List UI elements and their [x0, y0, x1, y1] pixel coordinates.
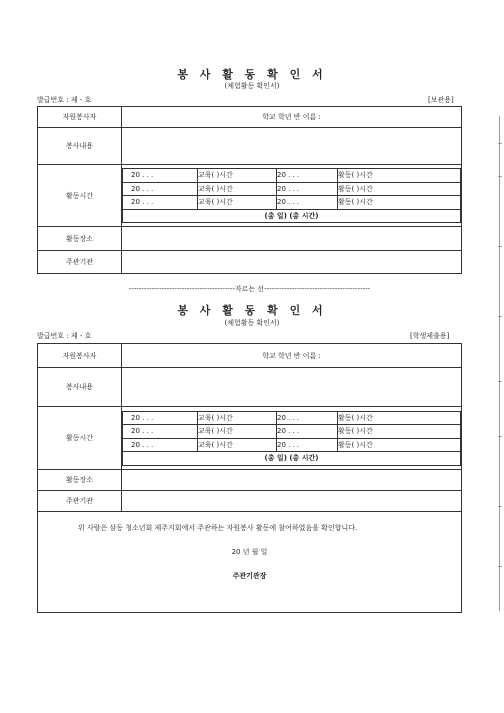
date-prefix: 20 . . .: [277, 411, 338, 425]
volunteer-label: 자원봉사자: [38, 344, 122, 368]
total-summary: (총 일) (총 시간): [123, 452, 461, 466]
purpose-label: [보관용]: [428, 96, 454, 104]
date-prefix: 20 . . .: [123, 425, 198, 439]
date-prefix: 20 . . .: [123, 182, 198, 196]
page-title: 봉 사 활 동 확 인 서: [177, 304, 327, 317]
time-label: 활동시간: [38, 165, 122, 227]
total-summary: (총 일) (총 시간): [123, 209, 461, 223]
content-label: 봉사내용: [38, 368, 122, 407]
cut-line: ------------------------------------------자르는 선------------------------------------------: [128, 285, 371, 293]
date-prefix: 20 . . .: [277, 182, 338, 196]
date-prefix: 20 . . .: [123, 438, 198, 452]
date-prefix: 20 . . .: [123, 411, 198, 425]
edu-hours: 교육( )시간: [198, 196, 277, 210]
page-edge-artifact: [499, 116, 504, 611]
edu-hours: 교육( )시간: [198, 411, 277, 425]
time-label: 활동시간: [38, 407, 122, 470]
org-label: 주관기관: [38, 491, 122, 512]
date-prefix: 20 . . .: [123, 196, 198, 210]
edu-hours: 교육( )시간: [198, 169, 277, 183]
volunteer-field[interactable]: 학교 학년 반 이름 :: [122, 344, 462, 368]
time-field[interactable]: [122, 165, 462, 227]
edu-hours: 교육( )시간: [198, 438, 277, 452]
act-hours: 활동( )시간: [338, 182, 461, 196]
purpose-label: [학생제출용]: [410, 332, 450, 340]
issue-number: 발급번호 : 제 - 호: [37, 332, 92, 340]
confirmation-text: 위 사람은 삼동 청소년회 제주지회에서 주관하는 자원봉사 활동에 참여하였음을 확인합니다.: [78, 524, 358, 532]
issue-date: 20 년 월 일: [231, 548, 268, 556]
place-field[interactable]: [122, 227, 462, 251]
page-subtitle: (체험활동 확인서): [224, 319, 280, 327]
act-hours: 활동( )시간: [338, 425, 461, 439]
act-hours: 활동( )시간: [338, 411, 461, 425]
act-hours: 활동( )시간: [338, 196, 461, 210]
date-prefix: 20 . . .: [277, 196, 338, 210]
page-title: 봉 사 활 동 확 인 서: [177, 68, 327, 81]
time-field[interactable]: [122, 407, 462, 470]
signer-title: 주관기관장: [232, 572, 267, 580]
time-grid: [122, 411, 461, 466]
certificate-form: [37, 106, 462, 274]
issue-number: 발급번호 : 제 - 호: [37, 96, 92, 104]
place-label: 활동장소: [38, 470, 122, 491]
org-label: 주관기관: [38, 251, 122, 274]
edu-hours: 교육( )시간: [198, 425, 277, 439]
place-label: 활동장소: [38, 227, 122, 251]
org-field[interactable]: [122, 251, 462, 274]
org-field[interactable]: [122, 491, 462, 512]
volunteer-field[interactable]: 학교 학년 반 이름 :: [122, 107, 462, 128]
confirmation-box: [38, 512, 462, 613]
date-prefix: 20 . . .: [277, 169, 338, 183]
content-field[interactable]: [122, 368, 462, 407]
edu-hours: 교육( )시간: [198, 182, 277, 196]
date-prefix: 20 . . .: [277, 425, 338, 439]
content-field[interactable]: [122, 128, 462, 165]
date-prefix: 20 . . .: [277, 438, 338, 452]
act-hours: 활동( )시간: [338, 438, 461, 452]
act-hours: 활동( )시간: [338, 169, 461, 183]
certificate-form: [37, 343, 462, 613]
page-subtitle: (체험활동 확인서): [224, 82, 280, 90]
volunteer-label: 자원봉사자: [38, 107, 122, 128]
time-grid: [122, 168, 461, 223]
date-prefix: 20 . . .: [123, 169, 198, 183]
content-label: 봉사내용: [38, 128, 122, 165]
place-field[interactable]: [122, 470, 462, 491]
